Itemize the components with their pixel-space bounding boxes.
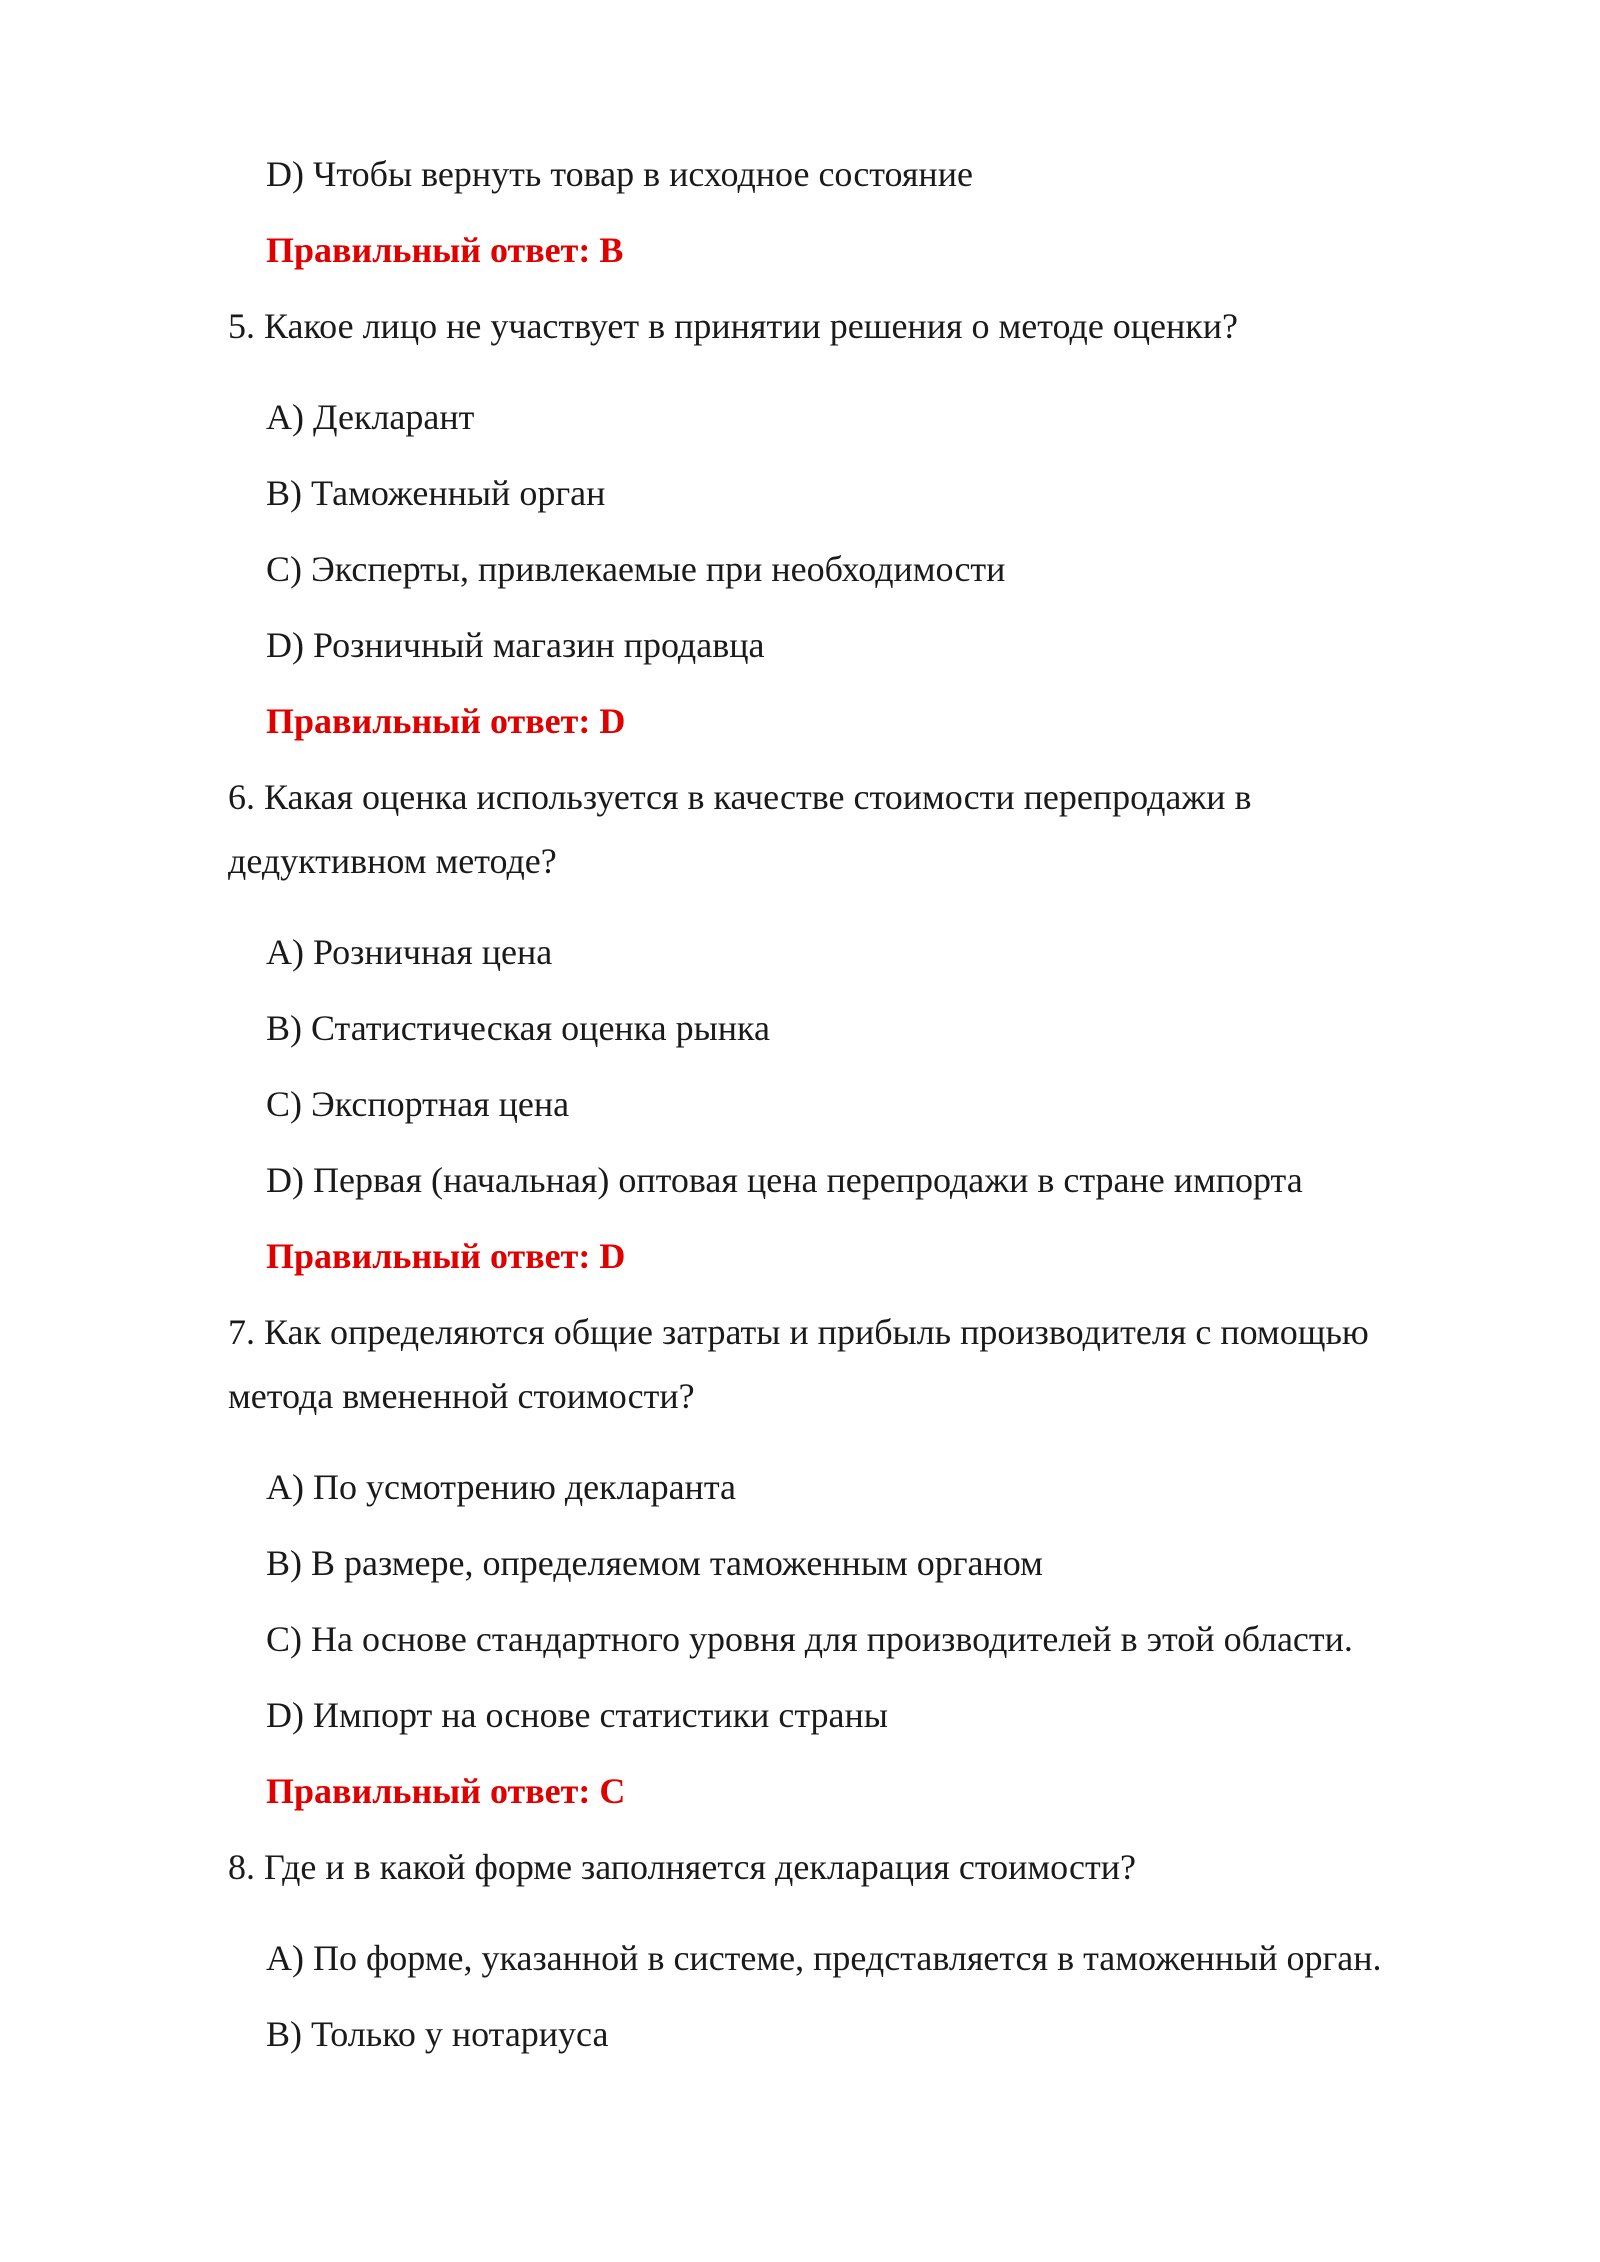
- answer-prev: Правильный ответ: B: [266, 230, 624, 270]
- question-6-answer: Правильный ответ: D: [266, 1236, 626, 1276]
- question-7-text-line-1: 7. Как определяются общие затраты и прибыль производителя с помощью: [228, 1312, 1369, 1352]
- question-6-option-b: B) Статистическая оценка рынка: [266, 1008, 770, 1048]
- question-5-option-c: C) Эксперты, привлекаемые при необходимости: [266, 549, 1006, 589]
- question-5-answer: Правильный ответ: D: [266, 701, 626, 741]
- question-8-option-b: B) Только у нотариуса: [266, 2014, 609, 2054]
- question-5-option-b: B) Таможенный орган: [266, 473, 606, 513]
- question-5-text: 5. Какое лицо не участвует в принятии решения о методе оценки?: [228, 306, 1239, 346]
- question-6-text-line-1: 6. Какая оценка используется в качестве стоимости перепродажи в: [228, 777, 1252, 817]
- question-7-text-line-2: метода вмененной стоимости?: [228, 1376, 695, 1416]
- question-6-option-a: A) Розничная цена: [266, 932, 553, 972]
- question-7-option-b: B) В размере, определяемом таможенным органом: [266, 1543, 1043, 1583]
- question-6-option-d: D) Первая (начальная) оптовая цена перепродажи в стране импорта: [266, 1160, 1303, 1200]
- question-5-option-d: D) Розничный магазин продавца: [266, 625, 765, 665]
- question-8-option-a: A) По форме, указанной в системе, представляется в таможенный орган.: [266, 1938, 1382, 1978]
- option-prev-d: D) Чтобы вернуть товар в исходное состояние: [266, 154, 973, 194]
- question-6-option-c: C) Экспортная цена: [266, 1084, 570, 1124]
- question-7-option-c: C) На основе стандартного уровня для производителей в этой области.: [266, 1619, 1353, 1659]
- question-6-text-line-2: дедуктивном методе?: [228, 841, 557, 881]
- question-8-text: 8. Где и в какой форме заполняется декларация стоимости?: [228, 1847, 1136, 1887]
- question-5-option-a: A) Декларант: [266, 397, 475, 437]
- question-7-option-a: A) По усмотрению декларанта: [266, 1467, 736, 1507]
- question-7-option-d: D) Импорт на основе статистики страны: [266, 1695, 888, 1735]
- question-7-answer: Правильный ответ: C: [266, 1771, 626, 1811]
